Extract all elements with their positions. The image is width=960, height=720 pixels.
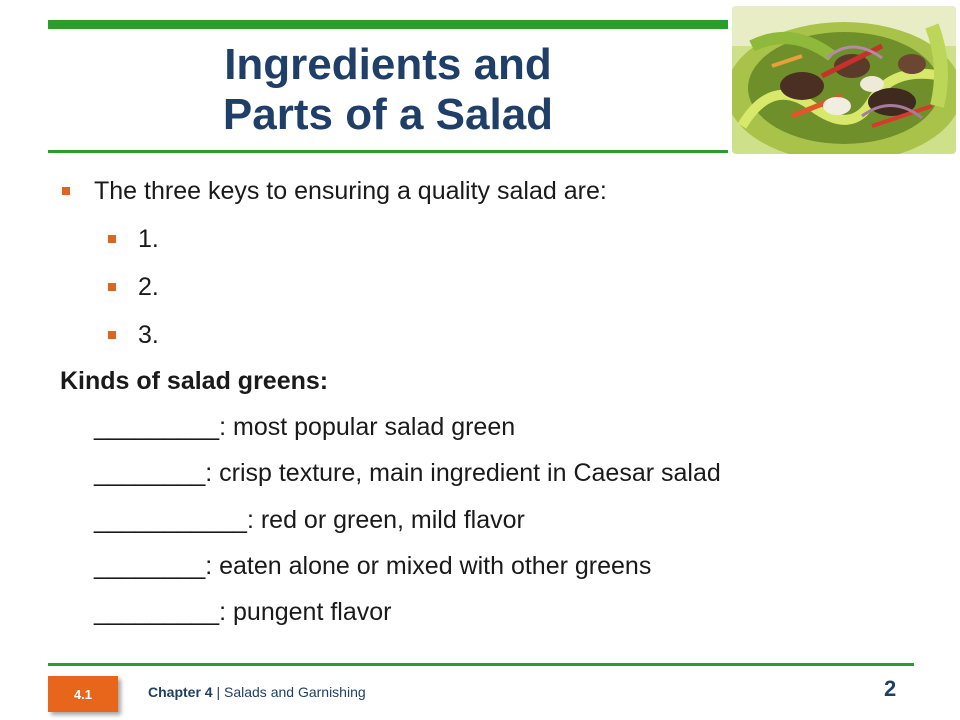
green-item-4: ________: eaten alone or mixed with other greens [94,552,652,580]
green-item-3: ___________: red or green, mild flavor [94,506,525,534]
slide-title [48,40,728,140]
chapter-label: Chapter 4 [148,684,213,700]
chapter-title: Salads and Garnishing [224,684,366,700]
footer-separator: | [216,684,221,700]
title-line-1: Ingredients and [224,40,552,89]
sub-bullet-2: 2. [138,273,159,301]
bullet-square-icon [108,283,116,291]
title-line-2: Parts of a Salad [222,90,554,139]
green-item-1: _________: most popular salad green [94,413,516,441]
sub-bullet-1: 1. [138,225,159,253]
footer-green-rule [48,663,914,666]
greens-heading: Kinds of salad greens: [60,367,329,395]
title-underline-rule [48,150,728,153]
sub-bullet-3: 3. [138,321,159,349]
section-tag: 4.1 [48,676,118,712]
bullet-square-icon [108,331,116,339]
footer-chapter [148,684,366,700]
intro-bullet: The three keys to ensuring a quality salad are: [94,177,607,205]
bullet-square-icon [108,235,116,243]
page-number: 2 [884,676,897,701]
green-item-5: _________: pungent flavor [94,598,392,626]
top-green-rule [48,20,728,29]
bullet-square-icon [62,187,70,195]
green-item-2: ________: crisp texture, main ingredient in Caesar salad [94,459,721,487]
salad-photo [732,6,956,154]
